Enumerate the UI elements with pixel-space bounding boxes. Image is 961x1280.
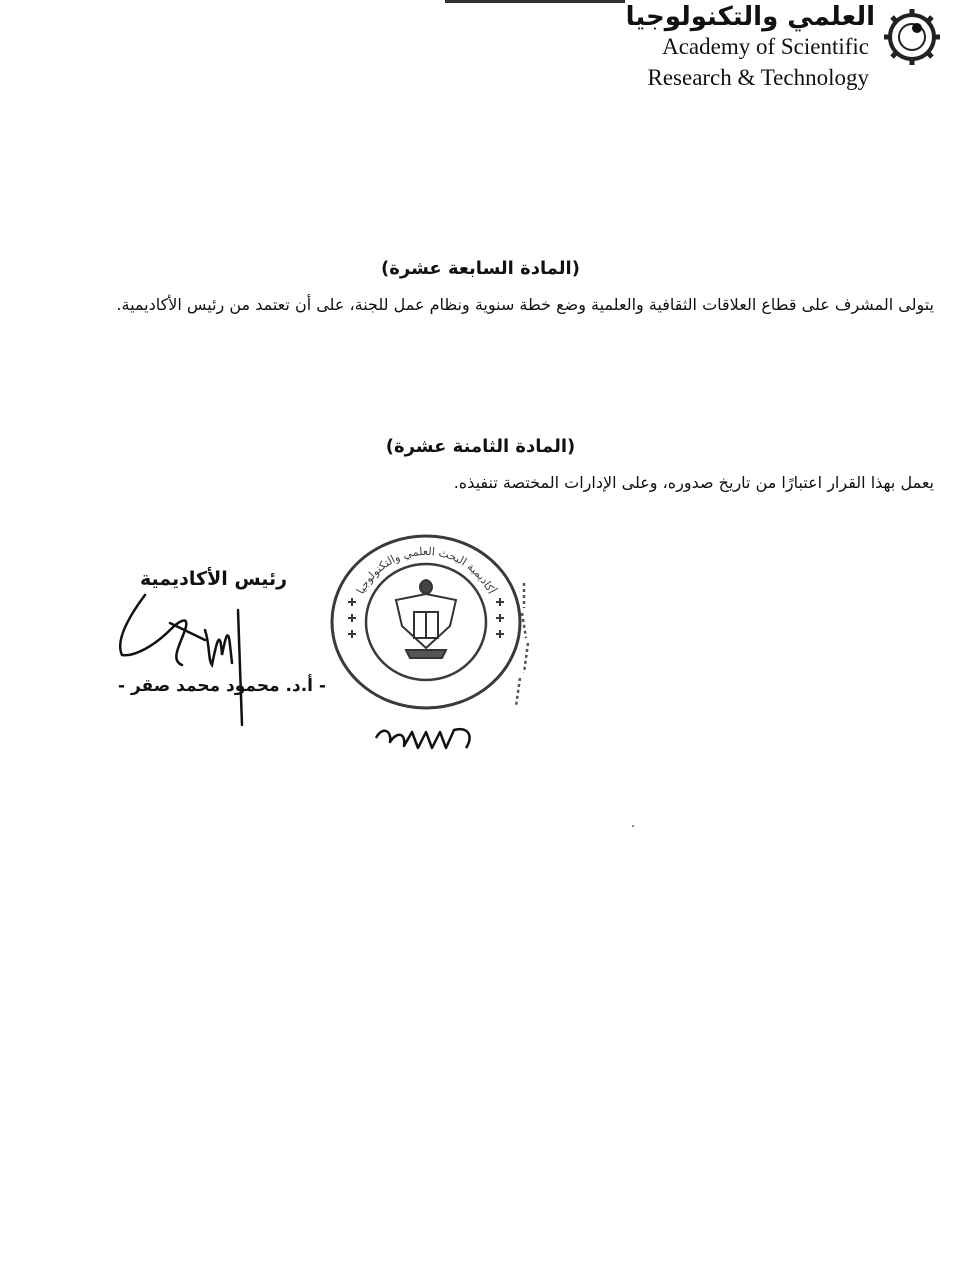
gear-emblem-icon bbox=[881, 6, 943, 68]
initials-mark bbox=[372, 720, 477, 758]
handwritten-signature bbox=[110, 585, 260, 730]
top-rule bbox=[445, 0, 625, 3]
letterhead-english-line2: Research & Technology bbox=[647, 65, 869, 90]
letterhead-english-line1: Academy of Scientific bbox=[662, 34, 869, 59]
eagle-emblem-icon bbox=[396, 580, 456, 658]
article-18-body: يعمل بهذا القرار اعتبارًا من تاريخ صدوره، وعلى الإدارات المختصة تنفيذه. bbox=[453, 473, 934, 492]
official-seal bbox=[326, 530, 526, 710]
signatory-title: رئيس الأكاديمية bbox=[140, 568, 288, 590]
letterhead-arabic-name: العلمي والتكنولوجيا bbox=[625, 2, 875, 32]
article-17-heading: (المادة السابعة عشرة) bbox=[381, 258, 580, 279]
side-stamp-mark bbox=[510, 578, 540, 708]
seal-text: أكاديمية البحث العلمي والتكنولوجيا bbox=[353, 544, 499, 597]
scan-speck bbox=[632, 825, 634, 827]
signatory-name: - أ.د. محمود محمد صقر - bbox=[118, 676, 326, 696]
article-18-heading: (المادة الثامنة عشرة) bbox=[385, 436, 576, 457]
letterhead bbox=[623, 2, 943, 102]
article-17-body: يتولى المشرف على قطاع العلاقات الثقافية والعلمية وضع خطة سنوية ونظام عمل للجنة، على أن تعتمد من رئيس الأكاديمية. bbox=[116, 295, 934, 314]
